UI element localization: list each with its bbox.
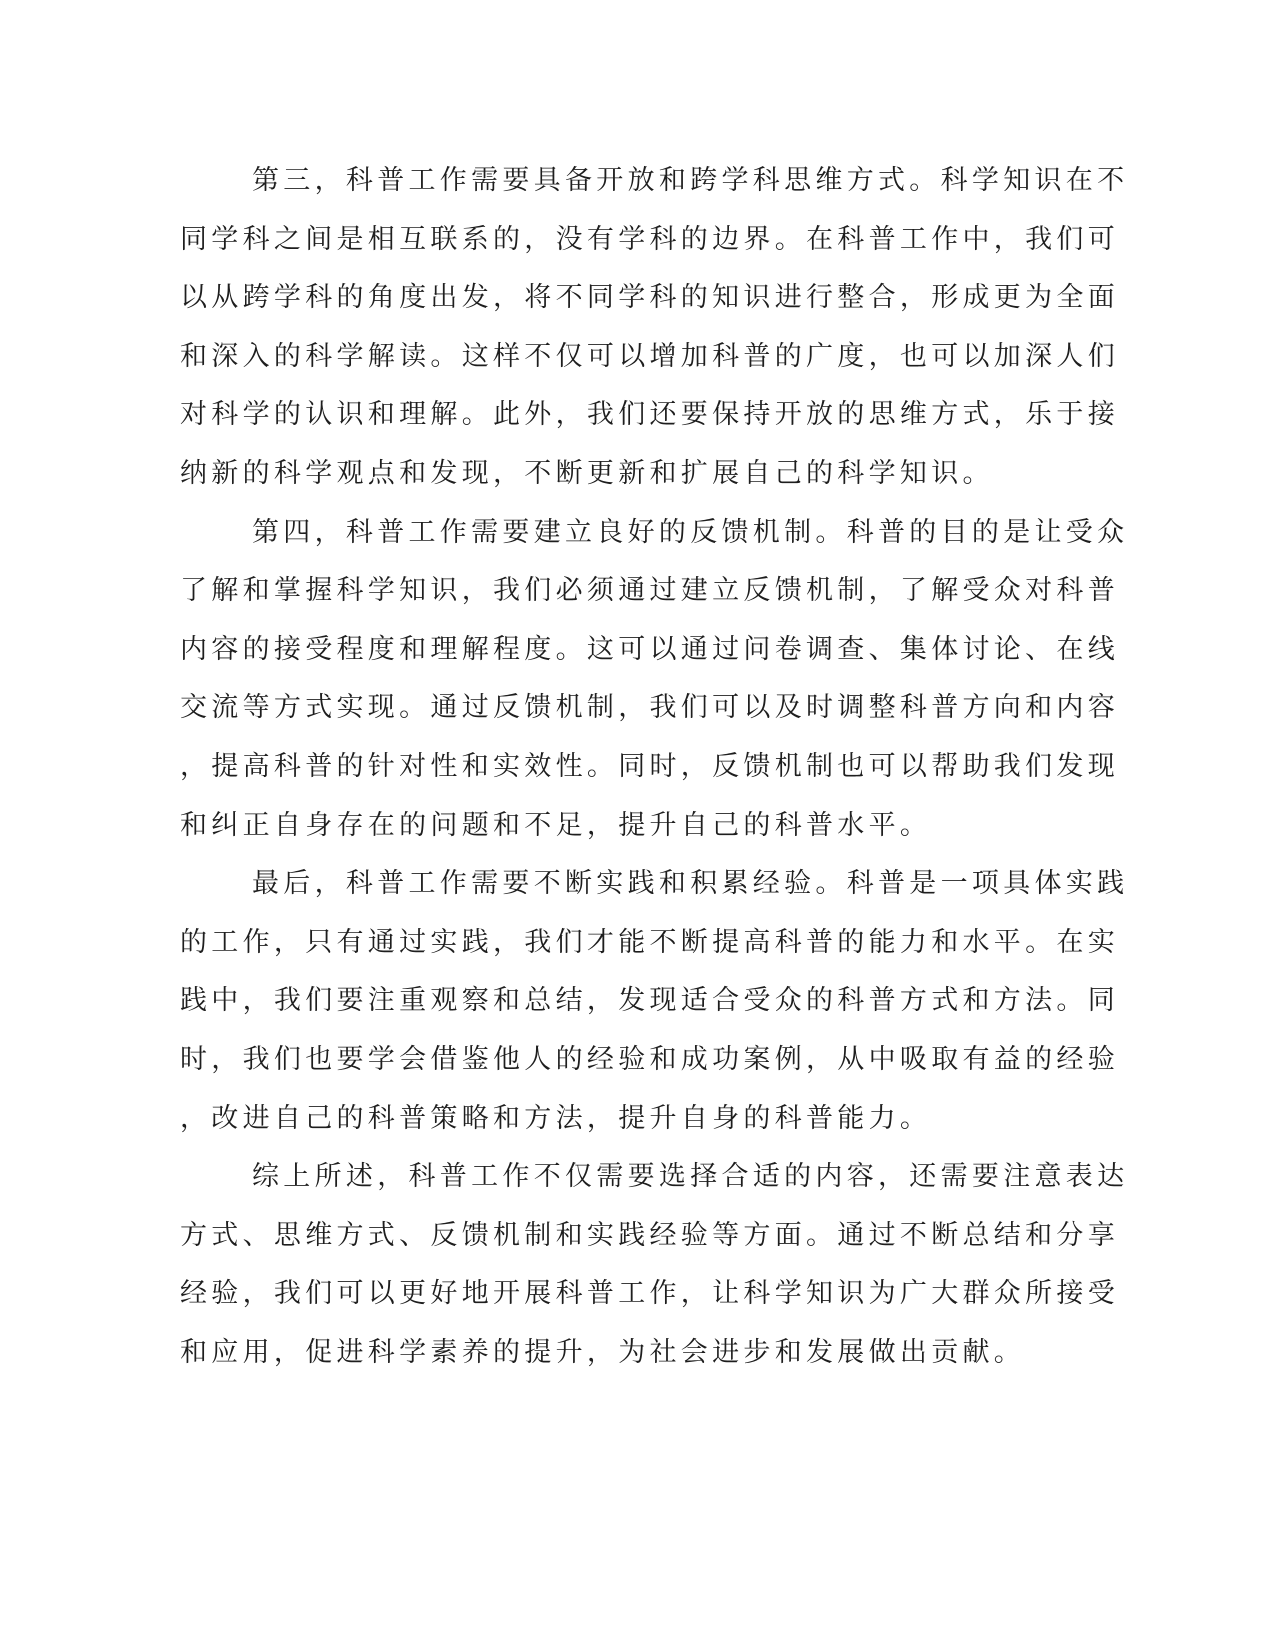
paragraph-line: 方式、思维方式、反馈机制和实践经验等方面。通过不断总结和分享 — [180, 1219, 1119, 1251]
paragraph-feedback — [180, 504, 1129, 856]
paragraph-line: 以从跨学科的角度出发，将不同学科的知识进行整合，形成更为全面 — [180, 282, 1119, 314]
paragraph-line: 和纠正自身存在的问题和不足，提升自己的科普水平。 — [180, 809, 932, 841]
paragraph-line: 纳新的科学观点和发现，不断更新和扩展自己的科学知识。 — [180, 457, 994, 489]
paragraph-line: 第四，科普工作需要建立良好的反馈机制。科普的目的是让受众 — [252, 516, 1129, 548]
paragraph-line: ，提高科普的针对性和实效性。同时，反馈机制也可以帮助我们发现 — [180, 750, 1119, 782]
paragraph-line: 和应用，促进科学素养的提升，为社会进步和发展做出贡献。 — [180, 1336, 1026, 1368]
paragraph-line: 内容的接受程度和理解程度。这可以通过问卷调查、集体讨论、在线 — [180, 633, 1119, 665]
paragraph-line: 经验，我们可以更好地开展科普工作，让科学知识为广大群众所接受 — [180, 1278, 1119, 1310]
paragraph-line: ，改进自己的科普策略和方法，提升自身的科普能力。 — [180, 1102, 932, 1134]
paragraph-line: 时，我们也要学会借鉴他人的经验和成功案例，从中吸取有益的经验 — [180, 1043, 1119, 1075]
paragraph-line: 和深入的科学解读。这样不仅可以增加科普的广度，也可以加深人们 — [180, 340, 1119, 372]
paragraph-line: 了解和掌握科学知识，我们必须通过建立反馈机制，了解受众对科普 — [180, 575, 1119, 607]
paragraph-line: 综上所述，科普工作不仅需要选择合适的内容，还需要注意表达 — [252, 1161, 1129, 1193]
paragraph-line: 的工作，只有通过实践，我们才能不断提高科普的能力和水平。在实 — [180, 926, 1119, 958]
paragraph-line: 对科学的认识和理解。此外，我们还要保持开放的思维方式，乐于接 — [180, 399, 1119, 431]
paragraph-line: 最后，科普工作需要不断实践和积累经验。科普是一项具体实践 — [252, 868, 1129, 900]
paragraph-line: 交流等方式实现。通过反馈机制，我们可以及时调整科普方向和内容 — [180, 692, 1119, 724]
paragraph-interdisciplinary — [180, 152, 1129, 504]
paragraph-summary — [180, 1148, 1129, 1382]
paragraph-line: 同学科之间是相互联系的，没有学科的边界。在科普工作中，我们可 — [180, 223, 1119, 255]
body-text — [180, 152, 1129, 1382]
paragraph-line: 第三，科普工作需要具备开放和跨学科思维方式。科学知识在不 — [252, 165, 1129, 196]
paragraph-line: 践中，我们要注重观察和总结，发现适合受众的科普方式和方法。同 — [180, 985, 1119, 1017]
paragraph-practice — [180, 855, 1129, 1148]
